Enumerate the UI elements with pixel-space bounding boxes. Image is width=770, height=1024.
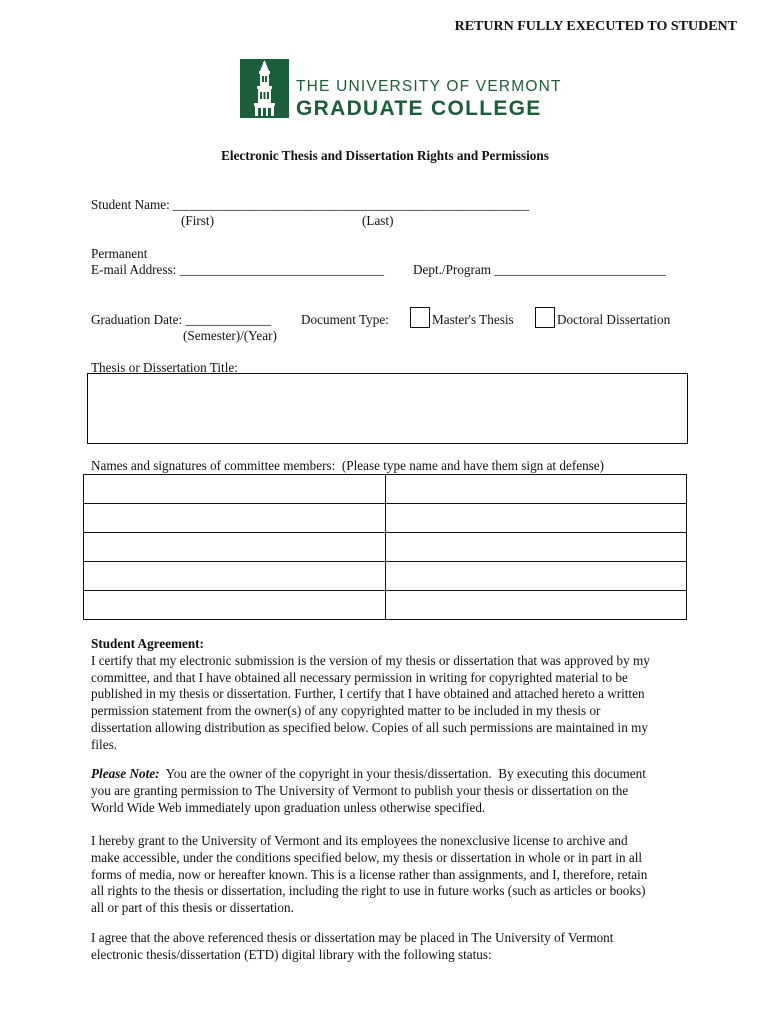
- committee-signature-cell[interactable]: [385, 475, 687, 504]
- committee-table: [83, 474, 687, 620]
- grant-line: all or part of this thesis or dissertation.: [91, 900, 294, 916]
- thesis-title-label: Thesis or Dissertation Title:: [91, 360, 238, 375]
- grant-line: all rights to the thesis or dissertation, including the right to use in future works (such as articles or books): [91, 883, 646, 899]
- doctoral-dissertation-checkbox[interactable]: [535, 307, 555, 328]
- logo-university-name: THE UNIVERSITY OF VERMONT: [296, 78, 562, 95]
- license-grant: [91, 833, 691, 917]
- committee-name-cell[interactable]: [84, 475, 386, 504]
- document-type-label: Document Type:: [301, 312, 389, 327]
- dept-program-field[interactable]: Dept./Program __________________________: [413, 262, 666, 277]
- masters-thesis-checkbox[interactable]: [410, 307, 430, 328]
- student-agreement: [91, 636, 691, 754]
- form-title: Electronic Thesis and Dissertation Rights and Permissions: [221, 148, 549, 163]
- agreement-line: dissertation allowing distribution as specified below. Copies of all such permissions are maintained in my: [91, 719, 648, 735]
- uvm-logo-tower-icon: [240, 59, 289, 118]
- first-name-caption: (First): [181, 213, 214, 228]
- table-row: [84, 533, 687, 562]
- agree-line: electronic thesis/dissertation (ETD) digital library with the following status:: [91, 946, 492, 962]
- doctoral-dissertation-label: Doctoral Dissertation: [557, 312, 671, 327]
- table-row: [84, 504, 687, 533]
- committee-name-cell[interactable]: [84, 562, 386, 591]
- committee-name-cell[interactable]: [84, 591, 386, 620]
- committee-signature-cell[interactable]: [385, 504, 687, 533]
- committee-label: Names and signatures of committee members: (Please type name and have them sign at defense): [91, 458, 605, 473]
- table-row: [84, 591, 687, 620]
- email-field[interactable]: E-mail Address: _______________________________: [91, 262, 385, 277]
- committee-signature-cell[interactable]: [385, 533, 687, 562]
- note-line: you are granting permission to The University of Vermont to publish your thesis or dissertation on the: [91, 782, 629, 798]
- last-name-caption: (Last): [362, 213, 394, 228]
- permanent-label: Permanent: [91, 246, 148, 261]
- logo-college-name: GRADUATE COLLEGE: [296, 97, 542, 120]
- student-name-field[interactable]: Student Name: ______________________________________________________: [91, 197, 530, 212]
- agreement-line: files.: [91, 736, 118, 752]
- agree-line: I agree that the above referenced thesis or dissertation may be placed in The University of Vermont: [91, 930, 614, 945]
- table-row: [84, 562, 687, 591]
- grant-line: I hereby grant to the University of Vermont and its employees the nonexclusive license to archive and: [91, 833, 628, 848]
- agreement-line: published in my thesis or dissertation. Further, I certify that I have obtained and attached hereto a written: [91, 686, 645, 702]
- note-label: Please Note:: [91, 766, 160, 781]
- semester-year-caption: (Semester)/(Year): [183, 328, 277, 343]
- grant-line: forms of media, now or hereafter known. This is a license rather than assignments, and I, therefore, retain: [91, 866, 648, 882]
- committee-name-cell[interactable]: [84, 533, 386, 562]
- note-line: World Wide Web immediately upon graduation unless otherwise specified.: [91, 799, 486, 815]
- agreement-line: I certify that my electronic submission is the version of my thesis or dissertation that was approved by my: [91, 652, 650, 668]
- agreement-line: committee, and that I have obtained all necessary permission in writing for copyrighted material to be: [91, 669, 628, 685]
- masters-thesis-label: Master's Thesis: [432, 312, 514, 327]
- committee-name-cell[interactable]: [84, 504, 386, 533]
- return-notice: RETURN FULLY EXECUTED TO STUDENT: [454, 19, 737, 34]
- agreement-line: permission statement from the owner(s) of any copyrighted matter to be included in my thesis or: [91, 703, 601, 719]
- note-line: You are the owner of the copyright in your thesis/dissertation. By executing this document: [159, 766, 646, 781]
- please-note: [91, 766, 691, 816]
- committee-signature-cell[interactable]: [385, 591, 687, 620]
- committee-signature-cell[interactable]: [385, 562, 687, 591]
- agreement-heading: Student Agreement:: [91, 636, 204, 651]
- grant-line: make accessible, under the conditions specified below, my thesis or dissertation in whole or in part in all: [91, 849, 643, 865]
- table-row: [84, 475, 687, 504]
- graduation-date-field[interactable]: Graduation Date: _____________: [91, 312, 272, 327]
- etd-agreement: [91, 930, 691, 964]
- thesis-title-input[interactable]: [87, 373, 688, 444]
